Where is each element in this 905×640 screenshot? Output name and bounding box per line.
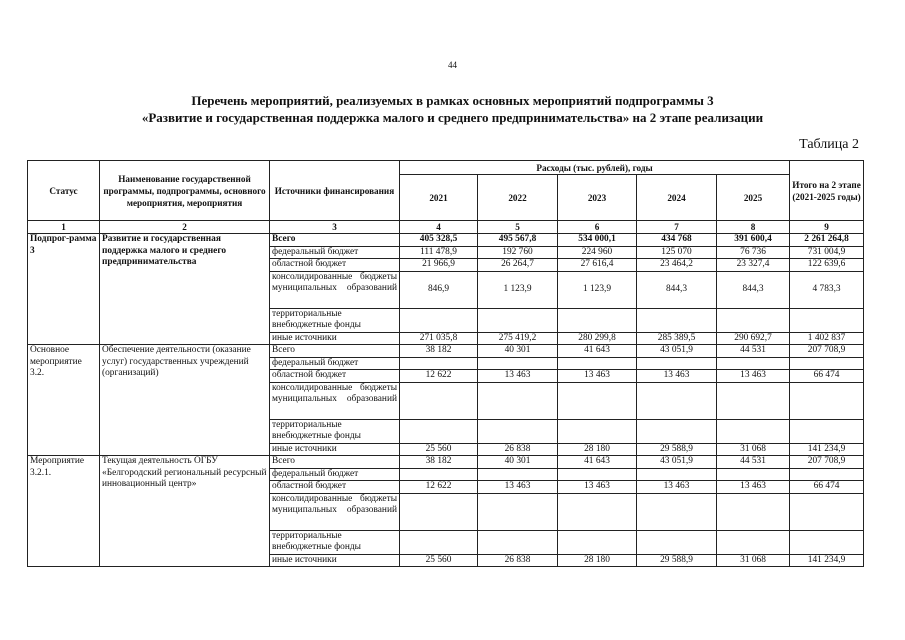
row-value [790, 357, 864, 370]
header-status: Статус [28, 161, 100, 221]
row-value [558, 493, 637, 530]
row-value: 534 000,1 [558, 234, 637, 247]
row-value: 125 070 [637, 246, 717, 259]
row-value: 13 463 [478, 481, 558, 494]
row-value: 76 736 [717, 246, 790, 259]
table-row [28, 456, 864, 469]
row-value: 13 463 [558, 370, 637, 383]
row-value: 1 402 837 [790, 332, 864, 345]
row-name: Обеспечение деятельности (оказание услуг) государственных учреждений (организаций) [100, 345, 270, 456]
row-source: иные источники [270, 554, 400, 567]
row-value: 495 567,8 [478, 234, 558, 247]
row-value [558, 530, 637, 554]
row-value [558, 419, 637, 443]
row-value: 29 588,9 [637, 443, 717, 456]
row-value [790, 493, 864, 530]
row-source: иные источники [270, 332, 400, 345]
row-value [717, 419, 790, 443]
header-year-2023: 2023 [558, 175, 637, 221]
row-value [637, 382, 717, 419]
row-value: 31 068 [717, 554, 790, 567]
row-value: 391 600,4 [717, 234, 790, 247]
row-source: федеральный бюджет [270, 468, 400, 481]
row-value [558, 357, 637, 370]
col-number: 2 [100, 221, 270, 234]
row-source: консолидированные бюджеты муниципальных образований [270, 382, 400, 419]
header-year-2024: 2024 [637, 175, 717, 221]
row-value [478, 493, 558, 530]
expenses-table [27, 160, 864, 567]
row-value: 29 588,9 [637, 554, 717, 567]
table-label: Таблица 2 [799, 137, 859, 152]
col-number: 8 [717, 221, 790, 234]
row-value: 44 531 [717, 456, 790, 469]
header-expenses: Расходы (тыс. рублей), годы [400, 161, 790, 175]
col-number: 4 [400, 221, 478, 234]
row-value [717, 382, 790, 419]
row-source: федеральный бюджет [270, 246, 400, 259]
row-source: Всего [270, 345, 400, 358]
row-value: 12 622 [400, 370, 478, 383]
row-value: 13 463 [717, 481, 790, 494]
header-year-2022: 2022 [478, 175, 558, 221]
row-value [637, 493, 717, 530]
row-name: Развитие и государственная поддержка малого и среднего предпринимательства [100, 234, 270, 345]
row-value [790, 468, 864, 481]
row-value: 43 051,9 [637, 345, 717, 358]
row-value [400, 419, 478, 443]
row-value [400, 357, 478, 370]
row-value [478, 419, 558, 443]
row-value [790, 530, 864, 554]
row-value: 12 622 [400, 481, 478, 494]
row-value: 13 463 [637, 481, 717, 494]
row-value: 40 301 [478, 456, 558, 469]
row-value: 285 389,5 [637, 332, 717, 345]
row-value: 141 234,9 [790, 443, 864, 456]
row-value: 25 560 [400, 443, 478, 456]
row-value: 23 464,2 [637, 259, 717, 272]
row-source: Всего [270, 234, 400, 247]
row-value: 846,9 [400, 271, 478, 308]
row-value: 280 299,8 [558, 332, 637, 345]
header-year-2025: 2025 [717, 175, 790, 221]
row-value [717, 468, 790, 481]
table-row [28, 234, 864, 247]
row-value [400, 308, 478, 332]
row-value: 44 531 [717, 345, 790, 358]
row-value [400, 382, 478, 419]
row-value [637, 530, 717, 554]
row-value: 41 643 [558, 345, 637, 358]
row-value: 224 960 [558, 246, 637, 259]
row-value: 207 708,9 [790, 456, 864, 469]
row-value [790, 382, 864, 419]
header-sources: Источники финансирования [270, 161, 400, 221]
row-value [717, 530, 790, 554]
row-value [478, 382, 558, 419]
row-value: 290 692,7 [717, 332, 790, 345]
row-value: 66 474 [790, 481, 864, 494]
row-value: 275 419,2 [478, 332, 558, 345]
row-value [400, 468, 478, 481]
row-value: 13 463 [478, 370, 558, 383]
header-year-2021: 2021 [400, 175, 478, 221]
row-value: 192 760 [478, 246, 558, 259]
row-source: территориальные внебюджетные фонды [270, 530, 400, 554]
row-value: 271 035,8 [400, 332, 478, 345]
row-value: 13 463 [717, 370, 790, 383]
row-value: 141 234,9 [790, 554, 864, 567]
row-value: 405 328,5 [400, 234, 478, 247]
row-value: 844,3 [717, 271, 790, 308]
col-number: 3 [270, 221, 400, 234]
row-status: Подпрог-рамма 3 [28, 234, 100, 345]
row-value: 731 004,9 [790, 246, 864, 259]
row-source: консолидированные бюджеты муниципальных образований [270, 271, 400, 308]
row-value [558, 308, 637, 332]
row-value [478, 308, 558, 332]
row-value: 28 180 [558, 443, 637, 456]
row-value: 38 182 [400, 456, 478, 469]
title-line-2: «Развитие и государственная поддержка малого и среднего предпринимательства» на 2 этапе реализации [141, 110, 764, 125]
row-value [717, 308, 790, 332]
row-value [558, 382, 637, 419]
row-value [478, 530, 558, 554]
row-value [637, 468, 717, 481]
row-value [400, 530, 478, 554]
header-name: Наименование государственной программы, подпрограммы, основного мероприятия, мероприятия [100, 161, 270, 221]
row-source: областной бюджет [270, 481, 400, 494]
row-name: Текущая деятельность ОГБУ «Белгородский региональный ресурсный инновационный центр» [100, 456, 270, 567]
row-value [717, 493, 790, 530]
row-value: 25 560 [400, 554, 478, 567]
col-number: 6 [558, 221, 637, 234]
col-number: 9 [790, 221, 864, 234]
row-source: областной бюджет [270, 259, 400, 272]
row-source: областной бюджет [270, 370, 400, 383]
row-value [637, 419, 717, 443]
col-number: 5 [478, 221, 558, 234]
row-value: 13 463 [558, 481, 637, 494]
row-status: Основное мероприятие 3.2. [28, 345, 100, 456]
row-value: 28 180 [558, 554, 637, 567]
row-value: 434 768 [637, 234, 717, 247]
table-row [28, 345, 864, 358]
row-value: 1 123,9 [558, 271, 637, 308]
col-number: 7 [637, 221, 717, 234]
row-value [790, 419, 864, 443]
row-value: 122 639,6 [790, 259, 864, 272]
row-source: Всего [270, 456, 400, 469]
row-source: территориальные внебюджетные фонды [270, 308, 400, 332]
col-number: 1 [28, 221, 100, 234]
row-value [478, 357, 558, 370]
row-value: 38 182 [400, 345, 478, 358]
row-value [790, 308, 864, 332]
row-value: 844,3 [637, 271, 717, 308]
row-value [637, 308, 717, 332]
row-value: 4 783,3 [790, 271, 864, 308]
row-value: 40 301 [478, 345, 558, 358]
row-value: 207 708,9 [790, 345, 864, 358]
row-value: 66 474 [790, 370, 864, 383]
row-value: 111 478,9 [400, 246, 478, 259]
row-value: 21 966,9 [400, 259, 478, 272]
row-value [717, 357, 790, 370]
document-title [0, 92, 905, 126]
row-source: территориальные внебюджетные фонды [270, 419, 400, 443]
table-body [28, 234, 864, 567]
row-value [400, 493, 478, 530]
row-value: 2 261 264,8 [790, 234, 864, 247]
row-value: 41 643 [558, 456, 637, 469]
row-value [637, 357, 717, 370]
row-value [478, 468, 558, 481]
row-source: консолидированные бюджеты муниципальных образований [270, 493, 400, 530]
row-value: 1 123,9 [478, 271, 558, 308]
row-source: иные источники [270, 443, 400, 456]
row-value: 26 264,7 [478, 259, 558, 272]
row-value: 26 838 [478, 443, 558, 456]
row-value: 27 616,4 [558, 259, 637, 272]
row-source: федеральный бюджет [270, 357, 400, 370]
header-total: Итого на 2 этапе (2021-2025 годы) [790, 161, 864, 221]
row-value: 43 051,9 [637, 456, 717, 469]
row-value [558, 468, 637, 481]
page-number: 44 [448, 60, 457, 70]
row-status: Мероприятие 3.2.1. [28, 456, 100, 567]
title-line-1: Перечень мероприятий, реализуемых в рамках основных мероприятий подпрограммы 3 [191, 93, 714, 108]
row-value: 13 463 [637, 370, 717, 383]
row-value: 26 838 [478, 554, 558, 567]
row-value: 23 327,4 [717, 259, 790, 272]
row-value: 31 068 [717, 443, 790, 456]
